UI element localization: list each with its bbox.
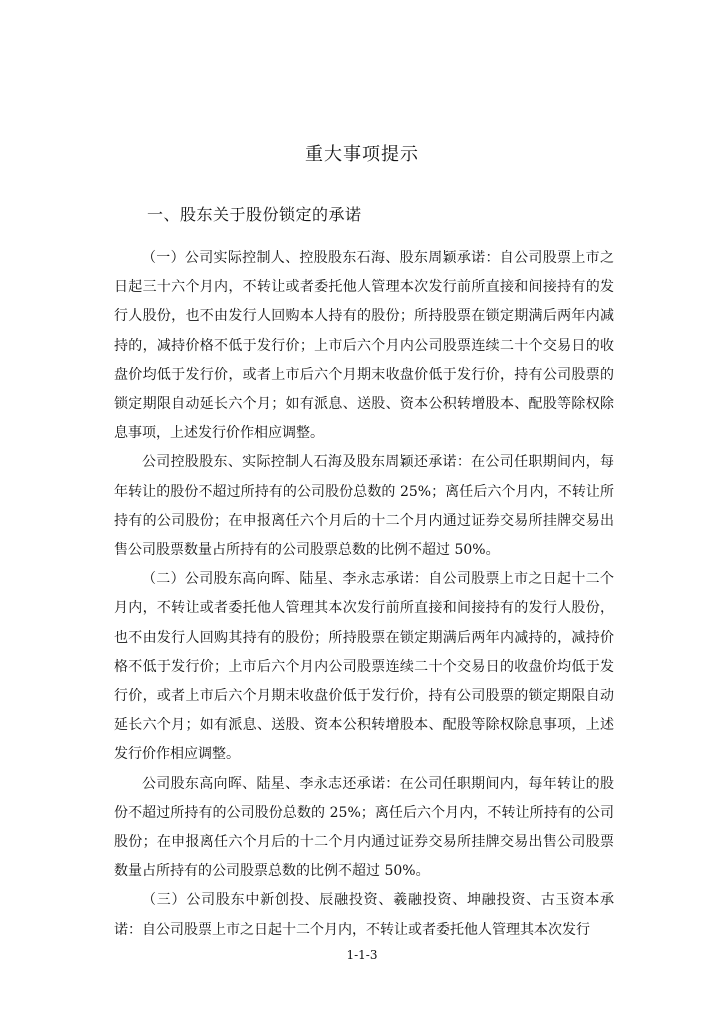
paragraph-3: （二）公司股东高向晖、陆星、李永志承诺：自公司股票上市之日起十二个月内，不转让或者委托他人管理其本次发行前所直接和间接持有的发行人股份，也不由发行人回购其持有的股份；所持股票在锁定期满后两年内减持的，减持价格不低于发行价；上市后六个月内公司股票连续二十个交易日的收盘价均低于发行价，或者上市后六个月期末收盘价低于发行价，持有公司股票的锁定期限自动延长六个月；如有派息、送股、资本公积转增股本、配股等除权除息事项，上述发行价作相应调整。 [114,571,614,763]
page-title: 重大事项提示 [305,144,419,165]
section-heading: 一、股东关于股份锁定的承诺 [147,205,362,224]
paragraph-2: 公司控股股东、实际控制人石海及股东周颖还承诺：在公司任职期间内，每年转让的股份不超过所持有的公司股份总数的 25%；离任后六个月内，不转让所持有的公司股份；在申报离任六个月后的十二个月内通过证券交易所挂牌交易出售公司股票数量占所持有的公司股票总数的比例不超过 50%。 [114,454,614,559]
page-number: 1-1-3 [346,948,378,962]
paragraph-5: （三）公司股东中新创投、辰融投资、羲融投资、坤融投资、古玉资本承诺：自公司股票上市之日起十二个月内，不转让或者委托他人管理其本次发行 [114,892,614,938]
paragraph-1: （一）公司实际控制人、控股股东石海、股东周颖承诺：自公司股票上市之日起三十六个月内，不转让或者委托他人管理本次发行前所直接和间接持有的发行人股份，也不由发行人回购本人持有的股份；所持股票在锁定期满后两年内减持的，减持价格不低于发行价；上市后六个月内公司股票连续二十个交易日的收盘价均低于发行价，或者上市后六个月期末收盘价低于发行价，持有公司股票的锁定期限自动延长六个月；如有派息、送股、资本公积转增股本、配股等除权除息事项，上述发行价作相应调整。 [114,250,614,442]
body-text [114,244,614,945]
paragraph-4: 公司股东高向晖、陆星、李永志还承诺：在公司任职期间内，每年转让的股份不超过所持有的公司股份总数的 25%；离任后六个月内，不转让所持有的公司股份；在申报离任六个月后的十二个月内通过证券交易所挂牌交易出售公司股票数量占所持有的公司股票总数的比例不超过 50%。 [114,775,614,880]
